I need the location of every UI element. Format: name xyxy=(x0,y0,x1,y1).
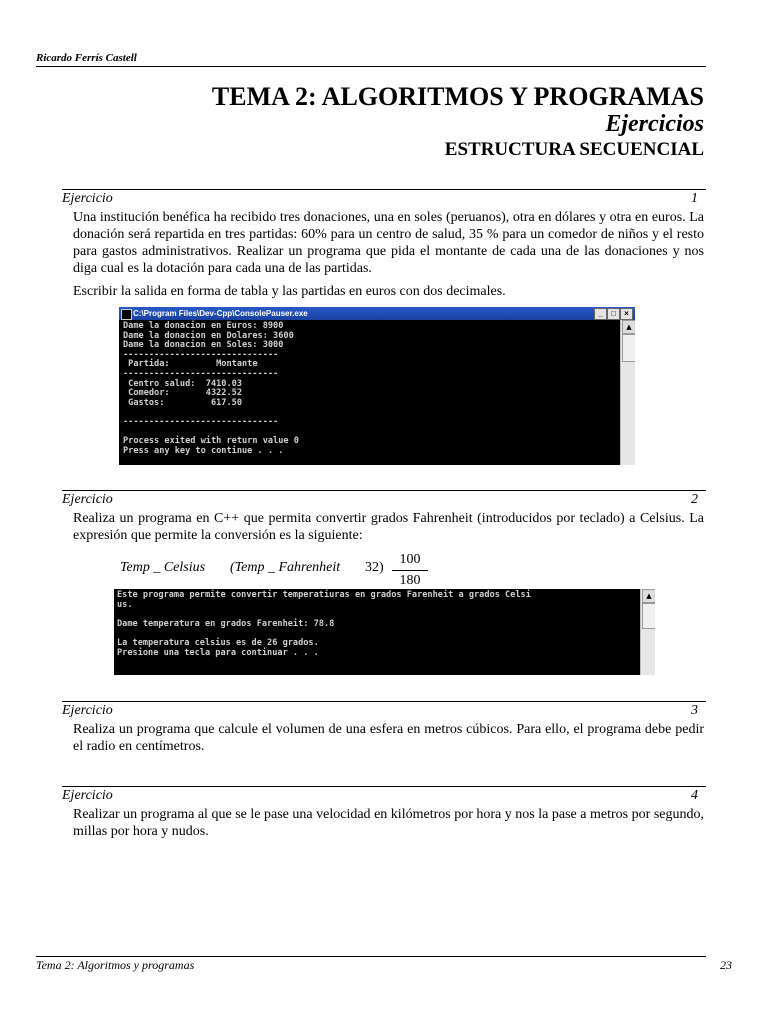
exercise-4-header xyxy=(62,788,706,804)
exercise-2-text: Realiza un programa en C++ que permita convertir grados Fahrenheit (introducidos por teclado) a Celsius. La expresión que permite la conversión es la siguiente: xyxy=(73,511,704,543)
console-line: Press any key to continue . . . xyxy=(123,445,284,456)
console-line: Presione una tecla para continuar . . . xyxy=(117,647,319,658)
footer-title: Tema 2: Algoritmos y programas xyxy=(36,958,195,972)
console-line: ------------------------------ xyxy=(123,349,279,360)
exercise-number: 4 xyxy=(691,788,698,803)
exercise-3-rule xyxy=(62,701,706,702)
scroll-thumb[interactable] xyxy=(622,334,635,362)
console-titlebar[interactable] xyxy=(119,307,635,320)
exercise-3-header xyxy=(62,703,706,719)
fraction-line xyxy=(392,570,428,571)
page-number: 23 xyxy=(720,958,732,972)
exercise-1-text: Una institución benéfica ha recibido tres donaciones, una en soles (peruanos), otra en dólares y otra en euros. La donación será repartida en tres partidas: 60% para un centro de salud, 35 % para un comedor de niños y el resto para gastos administrativos. Realizar un programa que pida el montante de cada una de las donaciones y nos diga cual es la dotación para cada una de las partidas. xyxy=(73,210,704,276)
console-line: Gastos: 617.50 xyxy=(123,397,242,408)
console-scrollbar-1[interactable] xyxy=(620,320,635,465)
console-output-1 xyxy=(123,322,299,456)
header-rule xyxy=(36,66,706,67)
console-scrollbar-2[interactable] xyxy=(640,589,655,675)
formula-rhs: (Temp _ Fahrenheit xyxy=(230,560,341,575)
console-line: Dame la donacion en Euros: 8900 xyxy=(123,321,284,331)
console-line: Dame la donacion en Dolares: 3600 xyxy=(123,330,294,341)
console-window-2 xyxy=(114,589,655,675)
exercise-1-header xyxy=(62,191,706,207)
exercise-4-rule xyxy=(62,786,706,787)
exercise-number: 2 xyxy=(691,492,698,507)
exercise-label: Ejercicio xyxy=(62,191,113,206)
console-output-2 xyxy=(117,591,531,658)
conversion-formula xyxy=(120,552,440,588)
formula-denominator: 180 xyxy=(399,573,421,588)
exercise-4-text: Realizar un programa al que se le pase una velocidad en kilómetros por hora y nos la pase a metros por segundo, millas por hora y nudos. xyxy=(73,807,704,839)
close-button[interactable]: × xyxy=(620,308,633,320)
console-line: Process exited with return value 0 xyxy=(123,436,299,447)
console-line: Dame la donacion en Soles: 3000 xyxy=(123,340,284,351)
exercise-label: Ejercicio xyxy=(62,788,113,803)
formula-fraction xyxy=(392,552,428,589)
formula-minus: 32) xyxy=(365,560,384,575)
console-line: Este programa permite convertir temperatiuras en grados Farenheit a grados Celsi xyxy=(117,590,531,600)
formula-lhs: Temp _ Celsius xyxy=(120,560,206,575)
maximize-button[interactable]: □ xyxy=(607,308,620,320)
console-app-icon xyxy=(121,309,132,320)
console-line: Partida: Montante xyxy=(123,359,258,370)
console-line: ------------------------------ xyxy=(123,368,279,379)
exercise-2-rule xyxy=(62,490,706,491)
console-line: Comedor: 4322.52 xyxy=(123,388,242,399)
exercise-3-text: Realiza un programa que calcule el volumen de una esfera en metros cúbicos. Para ello, el programa debe pedir el radio en centímetros. xyxy=(73,722,704,754)
console-line: ------------------------------ xyxy=(123,416,279,427)
exercise-label: Ejercicio xyxy=(62,492,113,507)
console-line: us. xyxy=(117,599,133,610)
section-title: ESTRUCTURA SECUENCIAL xyxy=(444,139,704,160)
console-window-1 xyxy=(119,307,635,465)
minimize-button[interactable]: _ xyxy=(594,308,607,320)
scroll-thumb[interactable] xyxy=(642,603,655,629)
formula-numerator: 100 xyxy=(399,552,421,567)
console-line: Centro salud: 7410.03 xyxy=(123,378,242,389)
page-title: TEMA 2: ALGORITMOS Y PROGRAMAS xyxy=(211,82,704,111)
exercise-2-header xyxy=(62,492,706,508)
page-subtitle: Ejercicios xyxy=(605,111,704,137)
scroll-up-icon[interactable]: ▲ xyxy=(642,589,655,603)
console-title: C:\Program Files\Dev-Cpp\ConsolePauser.exe xyxy=(133,309,308,318)
console-line: Dame temperatura en grados Farenheit: 78.8 xyxy=(117,618,335,629)
exercise-label: Ejercicio xyxy=(62,703,113,718)
exercise-number: 3 xyxy=(691,703,698,718)
author-name: Ricardo Ferrís Castell xyxy=(36,52,137,64)
console-line: La temperatura celsius es de 26 grados. xyxy=(117,637,319,648)
exercise-number: 1 xyxy=(691,191,698,206)
exercise-1-rule xyxy=(62,189,706,190)
exercise-1-text-2: Escribir la salida en forma de tabla y las partidas en euros con dos decimales. xyxy=(73,284,506,299)
footer-rule xyxy=(36,956,706,957)
scroll-up-icon[interactable]: ▲ xyxy=(622,320,635,334)
